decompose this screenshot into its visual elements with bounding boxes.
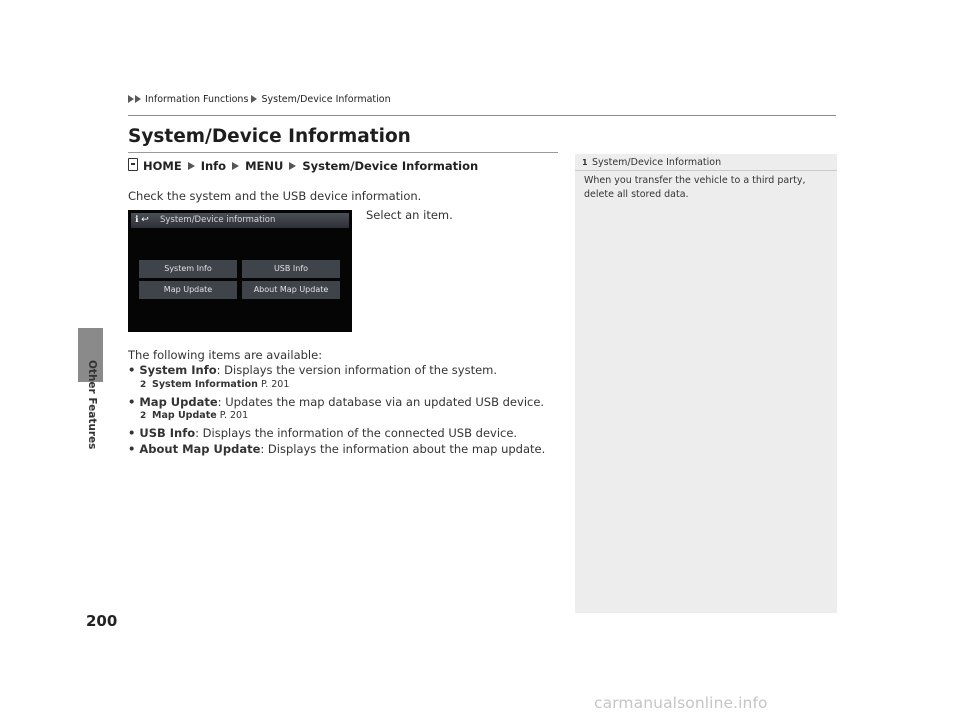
note-heading-text: System/Device Information xyxy=(592,157,722,168)
section-tab-label xyxy=(72,360,112,460)
header-divider xyxy=(128,115,836,116)
bullet: • xyxy=(128,426,136,440)
screen-system-info-button: System Info xyxy=(139,260,237,278)
cross-reference[interactable] xyxy=(140,410,248,421)
bullet: • xyxy=(128,363,136,377)
path-arrow-icon xyxy=(289,162,296,170)
list-item xyxy=(128,395,544,409)
screen-map-update-button: Map Update xyxy=(139,281,237,299)
screen-usb-info-button: USB Info xyxy=(242,260,340,278)
watermark: carmanualsonline.info xyxy=(594,694,768,712)
screen-title: System/Device information xyxy=(160,215,276,225)
item-name: System Info xyxy=(139,363,217,377)
items-intro: The following items are available: xyxy=(128,348,323,362)
item-desc: : Updates the map database via an updated USB device. xyxy=(217,395,545,409)
title-divider xyxy=(128,152,558,153)
breadcrumb-level-1[interactable]: Information Functions xyxy=(145,94,249,105)
nav-step-device-info: System/Device Information xyxy=(302,159,479,173)
breadcrumb-level-2[interactable]: System/Device Information xyxy=(261,94,391,105)
breadcrumb-arrow-icon xyxy=(135,95,141,103)
section-tab-text: Other Features xyxy=(86,360,98,450)
home-icon xyxy=(128,158,138,171)
bullet: • xyxy=(128,442,136,456)
path-arrow-icon xyxy=(232,162,239,170)
xref-page[interactable]: P. 201 xyxy=(219,410,249,421)
item-name: Map Update xyxy=(139,395,218,409)
note-panel xyxy=(575,154,837,613)
note-heading xyxy=(582,157,721,168)
page-title: System/Device Information xyxy=(128,126,411,147)
reference-icon: 2 xyxy=(140,411,147,421)
screen-header xyxy=(131,213,349,228)
breadcrumb xyxy=(128,94,391,105)
xref-page[interactable]: P. 201 xyxy=(260,379,290,390)
screen-about-map-update-button: About Map Update xyxy=(242,281,340,299)
item-name: About Map Update xyxy=(139,442,261,456)
breadcrumb-arrow-icon xyxy=(251,95,257,103)
info-back-icon: ℹ ↩ xyxy=(135,215,149,225)
cross-reference[interactable] xyxy=(140,379,289,390)
nav-step-info: Info xyxy=(200,159,227,173)
xref-title[interactable]: Map Update xyxy=(152,410,217,421)
reference-icon: 2 xyxy=(140,380,147,390)
item-desc: : Displays the version information of the system. xyxy=(216,363,498,377)
note-marker-icon: 1 xyxy=(582,158,588,167)
bullet: • xyxy=(128,395,136,409)
xref-title[interactable]: System Information xyxy=(152,379,258,390)
nav-step-home: HOME xyxy=(143,159,182,173)
intro-text: Check the system and the USB device information. xyxy=(128,189,422,203)
select-item-caption: Select an item. xyxy=(366,208,453,222)
note-divider xyxy=(575,170,837,171)
nav-step-menu: MENU xyxy=(245,159,284,173)
item-name: USB Info xyxy=(139,426,196,440)
list-item xyxy=(128,363,497,377)
page-number: 200 xyxy=(86,612,118,630)
item-desc: : Displays the information about the map update. xyxy=(260,442,546,456)
list-item xyxy=(128,442,545,456)
device-screen-image xyxy=(128,210,352,332)
item-desc: : Displays the information of the connected USB device. xyxy=(195,426,518,440)
navigation-path xyxy=(128,158,478,173)
note-text: When you transfer the vehicle to a third party, delete all stored data. xyxy=(584,175,806,200)
breadcrumb-arrow-icon xyxy=(128,95,134,103)
path-arrow-icon xyxy=(188,162,195,170)
list-item xyxy=(128,426,517,440)
